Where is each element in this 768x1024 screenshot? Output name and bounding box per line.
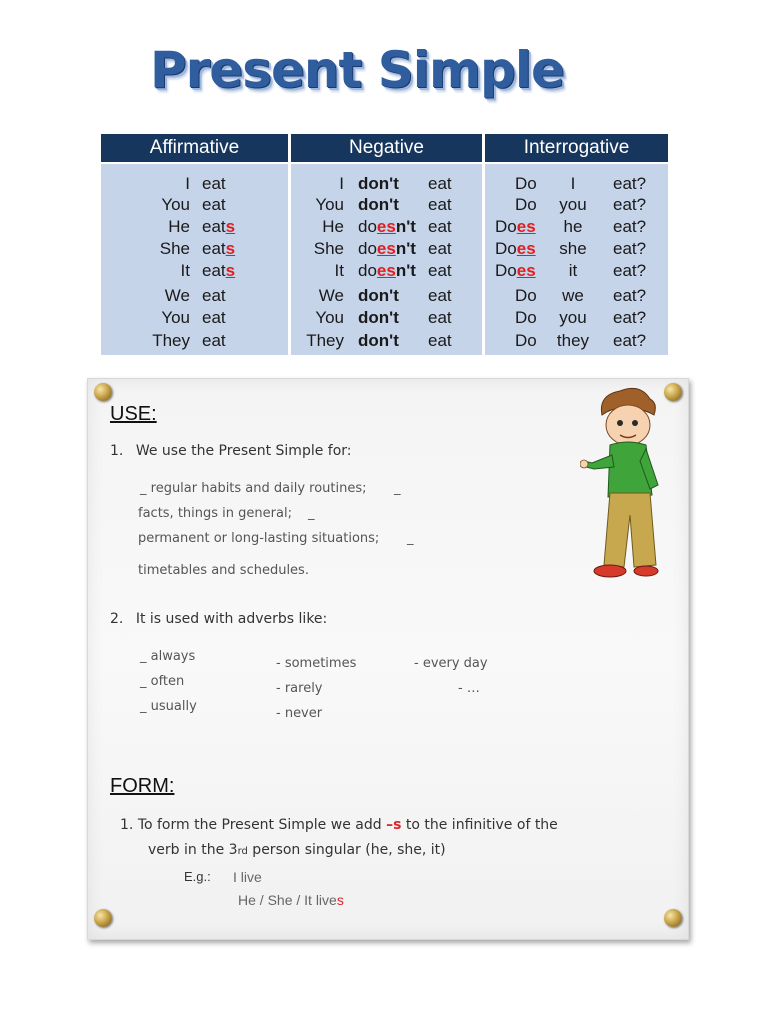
aux-start: do	[358, 239, 377, 258]
example-line-2	[238, 892, 344, 908]
verb: eat	[202, 195, 226, 214]
verb: eat	[202, 239, 226, 258]
aux-start: do	[358, 217, 377, 236]
interrogative-pronoun: you	[559, 195, 587, 214]
aux-start: Do	[515, 174, 537, 193]
point-number: 2.	[110, 611, 124, 627]
interrogative-pronoun: it	[568, 261, 578, 280]
aux-end: n't	[395, 261, 416, 280]
example-text: He / She / It live	[238, 892, 337, 908]
negative-auxiliary	[358, 217, 416, 237]
negative-verb: eat	[428, 261, 452, 280]
affirmative-verb	[202, 331, 226, 351]
verb: eat	[202, 286, 226, 305]
negative-pronoun: You	[315, 195, 344, 214]
affirmative-pronoun: He	[168, 217, 190, 236]
aux-end: don't	[358, 286, 399, 305]
point-text: person singular (he, she, it)	[247, 842, 446, 858]
affirmative-pronoun: I	[185, 174, 190, 193]
interrogative-pronoun: she	[559, 239, 587, 258]
interrogative-auxiliary	[515, 195, 537, 215]
aux-suffix: es	[376, 261, 396, 280]
interrogative-auxiliary	[495, 217, 536, 237]
aux-end: don't	[358, 195, 399, 214]
adverb-item: - sometimes	[276, 656, 357, 671]
adverb-item: - …	[458, 681, 480, 696]
form-heading: FORM:	[110, 775, 175, 797]
adverb-item: - never	[276, 706, 323, 721]
interrogative-pronoun: they	[556, 331, 590, 350]
use-item-dash: _	[394, 481, 401, 496]
pin-icon	[664, 909, 682, 927]
pin-icon	[94, 909, 112, 927]
affirmative-verb	[202, 217, 235, 237]
aux-suffix: es	[516, 261, 536, 280]
interrogative-auxiliary	[495, 261, 536, 281]
use-point-1	[110, 443, 352, 459]
suffix-dash: –	[386, 817, 394, 833]
aux-start: Do	[515, 286, 537, 305]
cartoon-boy-illustration	[580, 385, 680, 585]
aux-end: n't	[395, 239, 416, 258]
verb: eat	[202, 217, 226, 236]
adverb-item: - rarely	[276, 681, 323, 696]
negative-pronoun: You	[315, 308, 344, 327]
interrogative-verb: eat?	[613, 239, 647, 258]
interrogative-auxiliary	[495, 239, 536, 259]
ordinal: 3	[228, 842, 238, 858]
header-negative: Negative	[291, 134, 482, 162]
aux-start: Do	[515, 195, 537, 214]
use-item: _ regular habits and daily routines;	[140, 481, 367, 496]
negative-auxiliary	[358, 286, 399, 306]
negative-verb: eat	[428, 331, 452, 350]
use-item: facts, things in general;	[138, 506, 292, 521]
affirmative-verb	[202, 261, 235, 281]
aux-start: Do	[495, 217, 517, 236]
use-item: timetables and schedules.	[138, 563, 309, 578]
negative-verb: eat	[428, 286, 452, 305]
negative-pronoun: I	[339, 174, 344, 193]
affirmative-pronoun: You	[161, 308, 190, 327]
interrogative-auxiliary	[515, 331, 537, 351]
aux-start: Do	[495, 261, 517, 280]
aux-suffix: es	[516, 217, 536, 236]
negative-pronoun: We	[318, 286, 344, 305]
aux-suffix: es	[376, 217, 396, 236]
verb-suffix: s	[225, 239, 236, 258]
negative-verb: eat	[428, 217, 452, 236]
negative-auxiliary	[358, 308, 399, 328]
aux-start: Do	[495, 239, 517, 258]
suffix-s: s	[393, 817, 402, 833]
adverb-item: _ always	[140, 649, 196, 664]
point-number: 1.	[120, 817, 134, 833]
verb: eat	[202, 174, 226, 193]
interrogative-auxiliary	[515, 308, 537, 328]
negative-auxiliary	[358, 261, 416, 281]
point-text: To form the Present Simple we add	[137, 817, 387, 833]
negative-auxiliary	[358, 331, 399, 351]
interrogative-pronoun: you	[559, 308, 587, 327]
point-text: verb in the	[148, 842, 229, 858]
aux-end: don't	[358, 174, 399, 193]
negative-verb: eat	[428, 174, 452, 193]
example-label: E.g.:	[184, 869, 211, 884]
affirmative-verb	[202, 239, 235, 259]
affirmative-verb	[202, 174, 226, 194]
interrogative-verb: eat?	[613, 261, 647, 280]
point-number: 1.	[110, 443, 124, 459]
negative-pronoun: He	[322, 217, 344, 236]
affirmative-verb	[202, 308, 226, 328]
use-item-dash: _	[308, 506, 315, 521]
example-suffix: s	[336, 892, 344, 908]
aux-suffix: es	[516, 239, 536, 258]
interrogative-column	[485, 164, 668, 355]
interrogative-pronoun: he	[563, 217, 583, 236]
verb: eat	[202, 261, 226, 280]
interrogative-verb: eat?	[613, 286, 647, 305]
interrogative-verb: eat?	[613, 308, 647, 327]
interrogative-verb: eat?	[613, 195, 647, 214]
negative-auxiliary	[358, 195, 399, 215]
use-item-dash: _	[407, 531, 414, 546]
use-item: permanent or long-lasting situations;	[138, 531, 380, 546]
ordinal-suffix: rd	[237, 846, 248, 857]
example-line-1: I live	[233, 869, 262, 885]
verb: eat	[202, 308, 226, 327]
interrogative-verb: eat?	[613, 331, 647, 350]
interrogative-pronoun: we	[562, 286, 584, 305]
use-heading: USE:	[110, 403, 157, 425]
aux-start: do	[358, 261, 377, 280]
pin-icon	[94, 383, 112, 401]
negative-auxiliary	[358, 174, 399, 194]
form-point-1	[120, 817, 558, 833]
adverb-item: _ usually	[140, 699, 197, 714]
negative-verb: eat	[428, 195, 452, 214]
verb-suffix: s	[225, 261, 236, 280]
aux-start: Do	[515, 308, 537, 327]
header-affirmative: Affirmative	[101, 134, 288, 162]
affirmative-pronoun: You	[161, 195, 190, 214]
adverb-item: _ often	[140, 674, 185, 689]
use-point-2	[110, 611, 327, 627]
aux-start: Do	[515, 331, 537, 350]
point-text: It is used with adverbs like:	[135, 611, 328, 627]
interrogative-auxiliary	[515, 174, 537, 194]
affirmative-pronoun: It	[180, 261, 190, 280]
adverb-item: - every day	[414, 656, 488, 671]
aux-end: don't	[358, 308, 399, 327]
interrogative-auxiliary	[515, 286, 537, 306]
verb-suffix: s	[225, 217, 236, 236]
form-point-1-line-2	[148, 842, 446, 858]
page-title: Present Simple	[150, 41, 564, 99]
negative-pronoun: It	[334, 261, 344, 280]
interrogative-verb: eat?	[613, 217, 647, 236]
aux-suffix: es	[376, 239, 396, 258]
negative-verb: eat	[428, 308, 452, 327]
negative-pronoun: She	[313, 239, 344, 258]
affirmative-pronoun: We	[164, 286, 190, 305]
negative-pronoun: They	[306, 331, 344, 350]
point-text: We use the Present Simple for:	[135, 443, 352, 459]
aux-end: don't	[358, 331, 399, 350]
interrogative-pronoun: I	[570, 174, 576, 193]
affirmative-pronoun: They	[152, 331, 190, 350]
negative-verb: eat	[428, 239, 452, 258]
affirmative-verb	[202, 286, 226, 306]
aux-end: n't	[395, 217, 416, 236]
header-interrogative: Interrogative	[485, 134, 668, 162]
affirmative-verb	[202, 195, 226, 215]
interrogative-verb: eat?	[613, 174, 647, 193]
affirmative-column	[101, 164, 288, 355]
conjugation-table	[101, 134, 668, 355]
negative-column	[291, 164, 482, 355]
negative-auxiliary	[358, 239, 416, 259]
verb: eat	[202, 331, 226, 350]
point-text: to the infinitive of the	[401, 817, 558, 833]
affirmative-pronoun: She	[159, 239, 190, 258]
